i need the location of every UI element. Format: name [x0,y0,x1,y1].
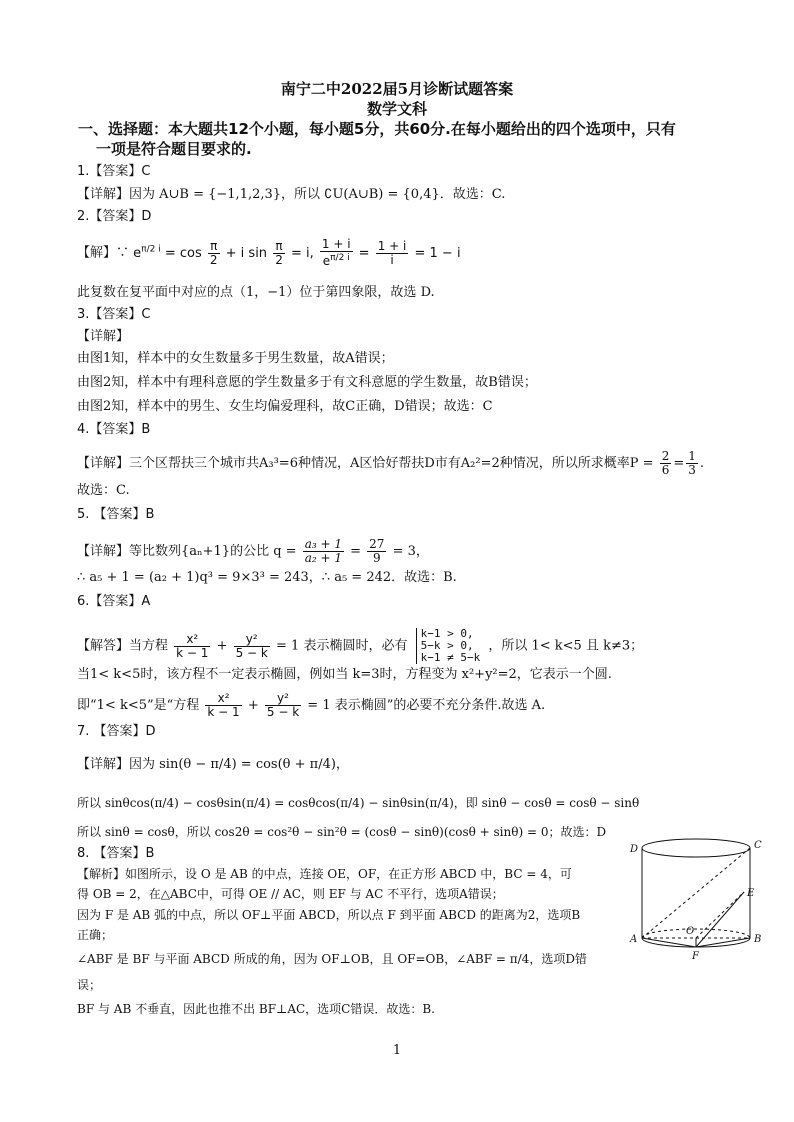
section-heading: 一、选择题：本大题共12个小题，每小题5分，共60分.在每小题给出的四个选项中，只有 [78,120,676,138]
q6-line3-prefix: 即“1< k<5”是“方程 [77,698,200,713]
q6-detail: 【解答】当方程 $\frac{\text{x²}}{k - 1}$ + $\frac{\text{y²}}{5 - k}$ = 1 表示椭圆时，必有 k−1 > 0, 5−k > 0, k−1 ≠ 5−k ，所以 1< k<5 且 k≠3； [77,627,644,664]
fig-label-a: A [630,934,638,945]
q1-answer: 1.【答案】C [77,164,151,179]
fig-label-c: C [754,840,762,851]
q8-line5: ∠ABF 是 BF 与平面 ABCD 所成的角，因为 OF⊥OB，且 OF=OB，∠ABF = π/4，选项D错 [77,952,587,966]
q5-detail-text: 【详解】等比数列{aₙ+1}的公比 q = [77,544,297,559]
q2-detail [77,238,461,268]
q6-answer: 6.【答案】A [77,594,151,609]
q7-line2: 所以 sinθcos(π/4) − cosθsin(π/4) = cosθcos(π/4) − sinθsin(π/4)，即 sinθ − cosθ = cosθ − sinθ [77,796,640,810]
q2-formula: $e^{\pi/2 i} = \cos$ $\frac{\pi}{2}$ + i sin $\frac{\pi}{2}$ = i, $\frac{1 + i}{e^{\pi/2 i}}$ = $\frac{1 + i}{i}$ = 1 − i [133,237,461,268]
q8-line3: 因为 F 是 AB 弧的中点，所以 OF⊥平面 ABCD，所以点 F 到平面 ABCD 的距离为2，选项B [77,908,581,922]
q3-label: 【详解】 [77,329,130,344]
q8-line4: 正确； [77,928,114,942]
q6-mid: 表示椭圆时，必有 [303,638,408,654]
q8-line7: BF 与 AB 不垂直，因此也推不出 BF⊥AC，选项C错误．故选：B. [77,1002,435,1016]
fig-label-b: B [754,934,762,945]
q3-line3: 由图2知，样本中的男生、女生均偏爱理科，故C正确，D错误；故选：C [77,399,493,414]
q8-line2: 得 OB = 2，在△ABC中，可得 OE // AC，则 EF 与 AC 不平行，选项A错误； [77,887,504,901]
q4-detail-text: 【详解】三个区帮扶三个城市共A₃³=6种情况，A区恰好帮扶D市有A₂²=2种情况，所以所求概率P = [77,456,654,471]
q6-line3: 即“1< k<5”是“方程 $\frac{\text{x²}}{k - 1}$ + $\frac{\text{y²}}{5 - k}$ = 1 表示椭圆”的必要不充分条件.故选 A. [77,691,546,719]
q7-line1: 【详解】因为 sin(θ − π/4) = cos(θ + π/4)， [77,757,349,772]
document-subtitle: 数学文科 [366,100,427,118]
page-number: 1 [392,1043,402,1058]
cylinder-figure [626,834,766,964]
q6-line2: 当1< k<5时，该方程不一定表示椭圆，例如当 k=3时，方程变为 x²+y²=2，它表示一个圆. [77,667,612,682]
q8-answer: 8. 【答案】B [77,846,155,861]
q8-line1: 【解析】如图所示，设 O 是 AB 的中点，连接 OE，OF，在正方形 ABCD 中，BC = 4，可 [77,867,572,881]
q3-answer: 3.【答案】C [77,307,151,322]
q4-detail: 【详解】三个区帮扶三个城市共A₃³=6种情况，A区恰好帮扶D市有A₂²=2种情况，所以所求概率P = $\frac{2}{6}$ = $\frac{1}{3}$ . [77,449,705,477]
fig-label-o: O [686,926,695,937]
q2-conclusion: 此复数在复平面中对应的点（1，−1）位于第四象限，故选 D. [77,285,435,300]
q2-answer: 2.【答案】D [77,209,152,224]
q8-line6: 误； [77,978,102,992]
q4-ending: 故选：C. [77,483,130,498]
q4-answer: 4.【答案】B [77,422,151,437]
q6-end: ，所以 1< k<5 且 k≠3； [488,638,644,654]
fig-label-e: E [747,888,755,899]
fig-label-f: F [692,951,699,962]
document-title: 南宁二中2022届5月诊断试题答案 [280,80,514,98]
section-heading-cont: 一项是符合题目要求的. [96,140,252,158]
q3-line1: 由图1知，样本中的女生数量多于男生数量，故A错误； [77,351,394,366]
q6-prefix: 【解答】当方程 [77,638,169,654]
q5-detail: 【详解】等比数列{aₙ+1}的公比 q = $\frac{\text{a₃ + 1}}{\text{a₂ + 1}}$ = $\frac{27}{9}$ = 3， [77,537,429,565]
q7-line3: 所以 sinθ = cosθ，所以 cos2θ = cos²θ − sin²θ = (cosθ − sinθ)(cosθ + sinθ) = 0；故选：D [77,825,607,839]
fig-label-d: D [630,844,639,855]
q6-condition-system: k−1 > 0, 5−k > 0, k−1 ≠ 5−k [416,628,481,664]
q6-line3-suffix: 表示椭圆”的必要不充分条件.故选 A. [334,698,546,713]
q7-answer: 7. 【答案】D [77,724,156,739]
q5-line2: ∴ a₅ + 1 = (a₂ + 1)q³ = 9×3³ = 243，∴ a₅ = 242．故选：B. [77,570,457,585]
q5-answer: 5. 【答案】B [77,507,155,522]
q2-detail-prefix: 【解】∵ [77,245,130,261]
q1-detail: 【详解】因为 A∪B = {−1,1,2,3}，所以 ∁U(A∪B) = {0,4}．故选：C. [77,187,506,202]
q3-line2: 由图2知，样本中有理科意愿的学生数量多于有文科意愿的学生数量，故B错误； [77,375,537,390]
